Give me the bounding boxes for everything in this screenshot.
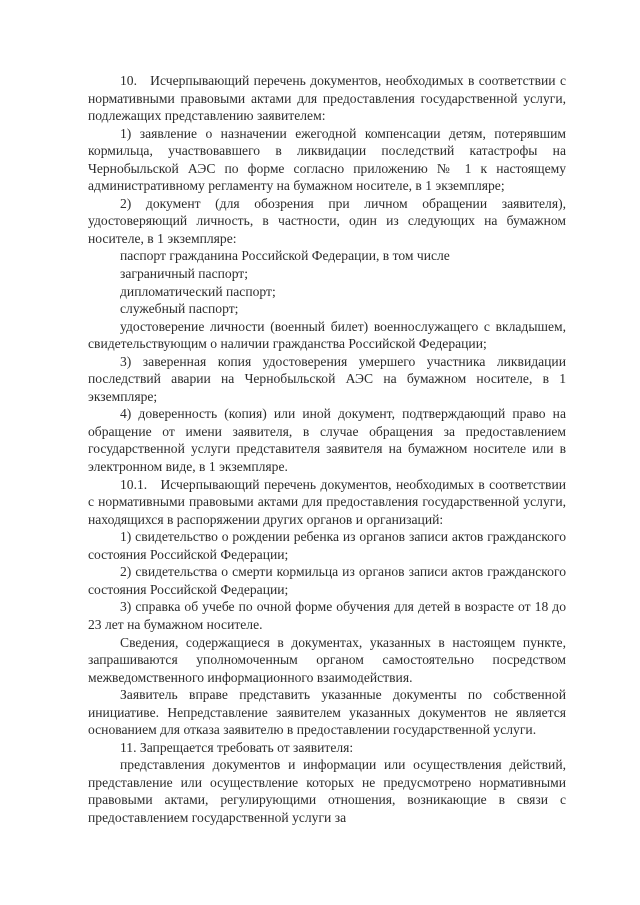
id-document-service-passport: служебный паспорт;	[120, 301, 239, 317]
paragraph-10-item-3: 3) заверенная копия удостоверения умершего участника ликвидации последствий аварии на Чернобыльской АЭС на бумажном носителе, в 1 экземпляре;	[88, 353, 566, 404]
id-document-foreign-passport: заграничный паспорт;	[120, 266, 249, 282]
paragraph-11-item: представления документов и информации или осуществления действий, представление или осуществление которых не предусмотрено нормативными правовыми актами, регулирующими отношения, возникающие в связи с предоставлением государственной услуги за	[88, 757, 566, 825]
paragraph-10-item-2: 2) документ (для обозрения при личном обращении заявителя), удостоверяющий личность, в частности, один из следующих на бумажном носителе, в 1 экземпляре:	[88, 195, 566, 246]
paragraph-10-heading: 10. Исчерпывающий перечень документов, необходимых в соответствии с нормативными правовыми актами для предоставления государственной услуги, подлежащих представлению заявителем:	[88, 73, 566, 124]
paragraph-10-1-item-3: 3) справка об учебе по очной форме обучения для детей в возрасте от 18 до 23 лет на бумажном носителе.	[88, 599, 566, 632]
paragraph-11-heading: 11. Запрещается требовать от заявителя:	[120, 739, 354, 755]
paragraph-10-1-item-1: 1) свидетельство о рождении ребенка из органов записи актов гражданского состояния Российской Федерации;	[88, 529, 566, 562]
document-body	[88, 72, 566, 827]
id-document-military-card: удостоверение личности (военный билет) военнослужащего с вкладышем, свидетельствующим о наличии гражданства Российской Федерации;	[88, 318, 566, 352]
paragraph-10-1-item-2: 2) свидетельства о смерти кормильца из органов записи актов гражданского состояния Российской Федерации;	[88, 564, 566, 597]
paragraph-applicant-initiative: Заявитель вправе представить указанные документы по собственной инициативе. Непредставление заявителем указанных документов не является основанием для отказа заявителю в предоставлении государственной услуги.	[88, 687, 566, 738]
paragraph-10-item-1: 1) заявление о назначении ежегодной компенсации детям, потерявшим кормильца, участвовавшего в ликвидации последствий катастрофы на Чернобыльской АЭС по форме согласно приложению № 1 к настоящему административному регламенту на бумажном носителе, в 1 экземпляре;	[88, 125, 566, 194]
paragraph-interagency-request: Сведения, содержащиеся в документах, указанных в настоящем пункте, запрашиваются уполномоченным органом самостоятельно посредством межведомственного информационного взаимодействия.	[88, 634, 566, 685]
id-document-diplomatic-passport: дипломатический паспорт;	[120, 283, 276, 299]
id-document-russian-passport: паспорт гражданина Российской Федерации, в том числе	[120, 248, 450, 264]
paragraph-10-item-4: 4) доверенность (копия) или иной документ, подтверждающий право на обращение от имени заявителя, в случае обращения за предоставлением государственной услуги представителя заявителя на бумажном носителе или в электронном виде, в 1 экземпляре.	[88, 406, 566, 475]
paragraph-10-1-heading: 10.1. Исчерпывающий перечень документов, необходимых в соответствии с нормативными правовыми актами для предоставления государственной услуги, находящихся в распоряжении других органов и организаций:	[88, 476, 566, 527]
